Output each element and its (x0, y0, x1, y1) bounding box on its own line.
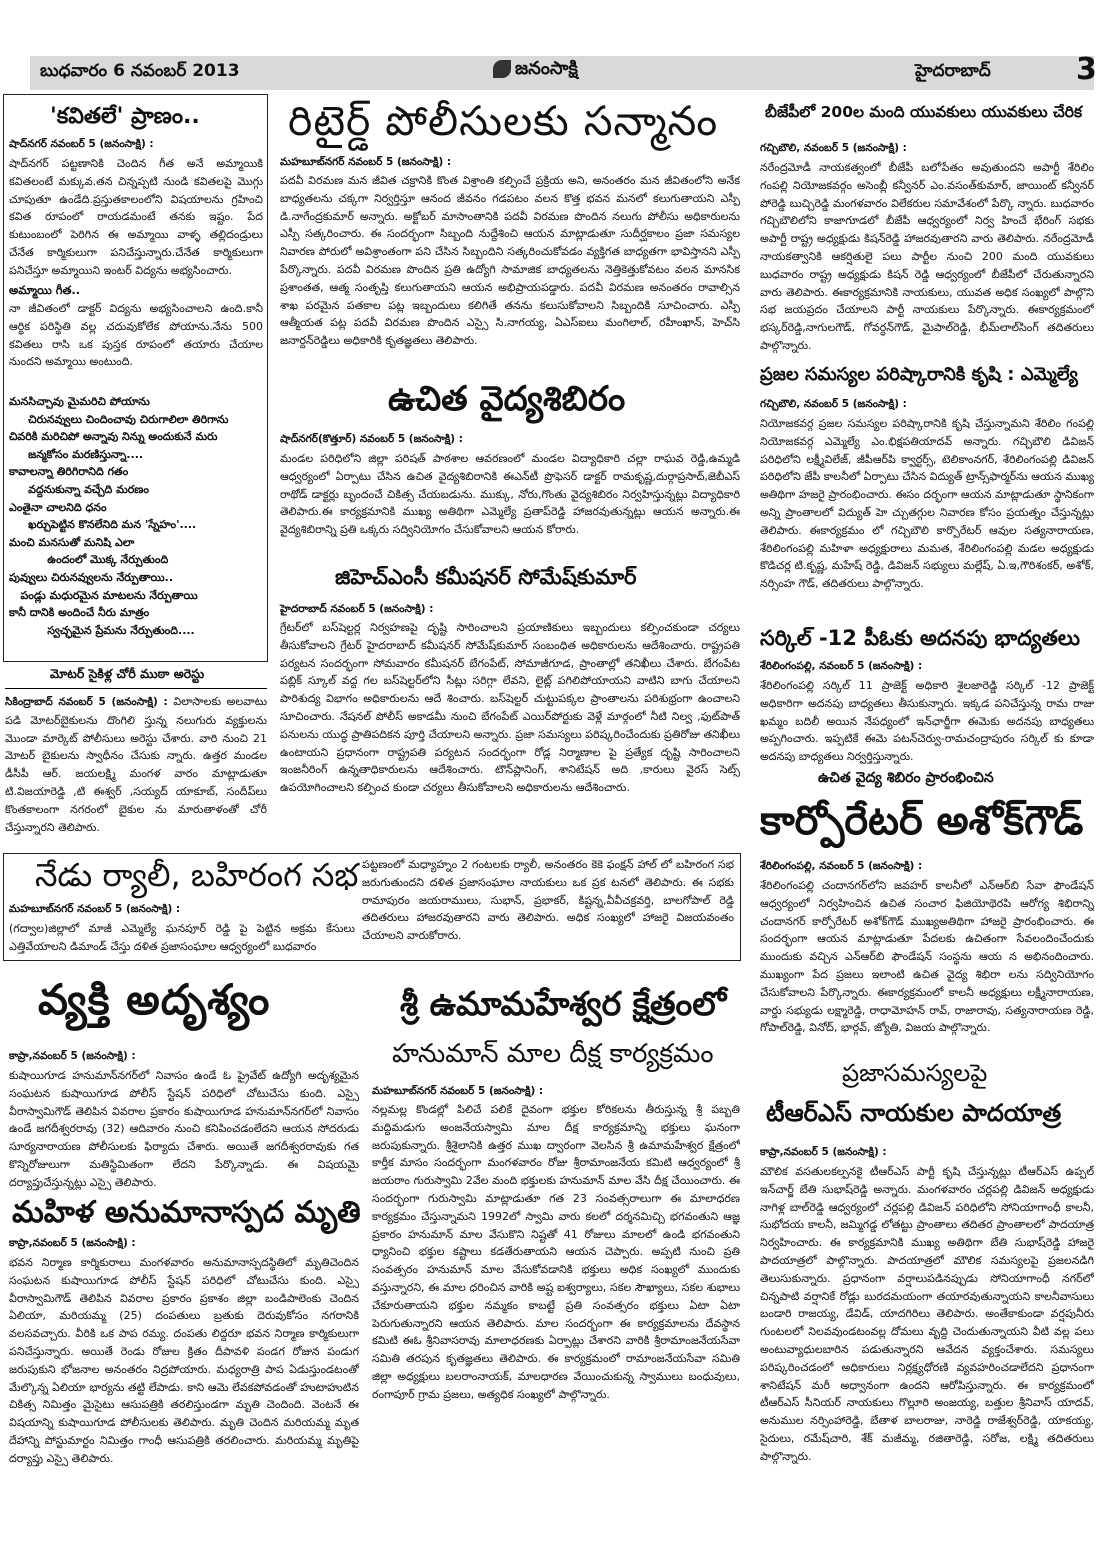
temple-headline: శ్రీ ఉమామహేశ్వర క్షేత్రంలో (400, 984, 727, 1023)
medical-camp-body: మండల పరిధిలోని జిల్లా పరిషత్ పాఠశాల ఆవరణంలో మండల విద్యాధికారి చల్లా రాఘవ రెడ్డి,ఉమ్మడి ఆధ్వర్యంలో ఏర్పాటు చేసిన ఉచిత వైద్యశిబిరానికి ఈఎన్‌టీ ప్రొఫెసర్ డాక్టర్ రామకృష్ణ,దుర్గాప్రసాద్,జెబీఎస్ రాథోడ్ డాక్టర్లు బృందంచే చికిత్స చేయబడును. ముక్కు, నోరు,గొంతు వైద్యశిబిరం నిర్వహిస్తున్నట్లు విద్యాధికారి తెలిపారు.ఈ కార్యక్రమానికి ముఖ్య అతిథిగా ఎమ్మెల్యే ప్రతాప్‌రెడ్డి హాజరవుతున్నట్లు ఆయన అన్నారు.ఈ వైద్యశిబిరాన్ని ప్రతి ఒక్కరు సద్వినియోగం చేసుకోవాలని ఆయన కోరారు. (280, 452, 740, 537)
trs-body: మౌలిక వసతులకల్పనకై టీఆర్ఎస్ పార్టీ కృషి చేస్తున్నట్లు టీఆర్ఎస్ ఉప్పల్ ఇన్‌చార్జ్ బేతి సుభాష్‌రెడ్డి అన్నారు. మంగళవారం చర్లపల్లి డివిజన్ అధ్యక్షుడు నాగిళ్ల బాల్‌రెడ్డి ఆధ్వర్యంలో చర్లపల్లి డివిజన్ పరిధిలోని సోనియాగాంధీ కాలనీ, సుభోదయ కాలనీ, జమ్మిగడ్డ లోతట్టు ప్రాంతాలు తదితర ప్రాంతాలలో పాదయాత్ర నిర్వహించారు. ఈ కార్యక్రమానికి ముఖ్య అతిథిగా బేతి సుభాష్‌రెడ్డి హాజరై పాదయాత్రలో పాల్గొన్నారు. పాదయాత్రలో మౌలిక సమస్యలపై ప్రజలనడిగి తెలుసుకున్నారు. ప్రధానంగా వర్షాలుపడినప్పుడు సోనియాగాంధీ నగర్‌లో చిన్నపాటి వర్షానికే రోడ్లు బురదమయంగా తయారవుతున్నాయని కాలనీవాసులు బండారి రాజయ్య, డేవిడ్, యాదగిరిలు తెలిపారు. అంతేకాకుండా వర్షపునీరు గుంటలలో నిలవవుండటంవల్ల దోమలు వృద్ది చెందుతున్నాయని వీటి వల్ల పలు అంటువ్యాధులబారిన పడుతున్నారని ఆవేదన వ్యక్తంచేశారు. సమస్యలు పరిష్కరించడంలో అధికారులు నిర్లక్ష్యధోరణి వ్యవహరించడాలేదని ప్రధానంగా శానిటేషన్ మరీ అధ్వానంగా ఉందని ఆరోపిస్తున్నారు. ఈ కార్యక్రమంలో టీఆర్ఎస్ సీనియర్ నాయకులు గొల్లూరి అంజయ్య, బత్తుల శ్రీనివాస్ యాదవ్, అనుముల నర్సింహారెడ్డి, బేతాళ బాలరాజు, నారెడ్డి రాజేశ్వర్‌రెడ్డి, యాకయ్య, సైదులు, రమేష్‌చారి, శేక్ మజీమ్మ, రజితారెడ్డి, సరోజ, లక్ష్మి తదితరులు పాల్గొన్నారు. (760, 1165, 1094, 1463)
medical-camp-dateline: షాద్‌నగర్(కొత్తూర్) నవంబర్ 5 (జనంసాక్షి) : (280, 433, 463, 445)
bike-theft-body (5, 693, 267, 843)
mla-dateline: గచ్చిబౌలి, నవంబర్ 5 (జనంసాక్షి) : (760, 398, 907, 410)
mla-body: నియోజకవర్గ ప్రజల సమస్యల పరిష్కారానికి కృషి చేస్తున్నామని శేరిలిం గంపల్లి నియోజకవర్గ ఎమ్మెల్యే ఎం.భిక్షపతియాదవ్ అన్నారు. గచ్చిబౌలి డివిజన్ పరిధిలోని లక్ష్మీవిలేజ్, జీపీఆర్‌పి క్వార్టర్స్, టెలికాంనగర్, శేరిలింగంపల్లి డివిజన్ పరిధిలోని జేపీ కాలనీలో ఏర్పాటు చేసిన విద్యుత్ ట్రాన్స్‌ఫార్మర్‌ను ఆయన ముఖ్య అతిథిగా హజరై ప్రారంభించారు. ఈసం దర్భంగా ఆయన మాట్లాడుతూ స్థానికంగా అన్ని ప్రాంతాలలో విద్యుత్ హె చ్చుతగ్గుల నివారణ కోసం ప్రయత్నం చేస్తున్నట్లు తెలిపారు. ఈకార్యక్రమం లో గచ్చిబౌలి కార్పొరేటర్ ఆవుల సత్యనారాయణ, శేరిలింగంపల్లి మహిళా అధ్యక్షురాలు మమత, శేరిలింగంపల్లి మడల అధ్యక్షుడు కొడిచర్ల టి.కృష్ణ, మహేష్ రెడ్డి, డివిజన్ సభ్యులు మల్లేష్, ఏ.ఇ,గౌరిశంకర్, అశోక్, నర్సింహ గౌడ్, తదితరులు పాల్గొన్నారు. (760, 417, 1094, 591)
ghmc-headline: జిహెచ్‌ఎంసీ కమీషనర్ సోమేష్‌కుమార్ (335, 565, 637, 589)
edition-city: హైదరాబాద్ (915, 61, 991, 81)
poem-line: మనసిచ్చావు మైమరిచి పోయాను (9, 395, 150, 408)
poem-line: ఖర్చుపెట్టిన కొనలేనిది మన 'స్నేహం'.... (9, 518, 197, 532)
trs-headline-top: ప్రజాసమస్యలపై (842, 1059, 988, 1087)
poem-line: మంచి మనసుతో మనిషి ఎలా (9, 535, 135, 549)
bike-theft-text: విలాసాలకు అలవాటు పడి మోటర్‌బైకులను దొంగిలి స్తున్న నలుగురు వ్యక్తులను మొండా మార్కెట్ పోలీసులు అరెస్టు చేశారు. వారి నుంచి 21 మోటర్ బైకులను స్వాధీనం చేసుకు న్నారు. ఉత్తర మండల డీసీపీ ఆర్. జయలక్ష్మి మంగళ వారం మాట్లాడుతూ టి.విజయారెడ్డి ,టి ఈశ్వర్ ,సయ్యద్ యాకూబ్, సందీప్‌లు కొంతకాలంగా నగరంలో బైకుల ను మారుతాళంతో చోరీ చేస్తున్నారని తెలిపారు. (5, 695, 267, 834)
leaf-icon (493, 60, 511, 78)
ghmc-dateline: హైదరాబాద్ నవంబర్ 5 (జనంసాక్షి) : (280, 603, 434, 615)
poem-line: వద్దనుకున్నా వచ్చేది మరణం (9, 482, 149, 496)
retired-police-dateline: మహబూబ్‌నగర్ నవంబర్ 5 (జనంసాక్షి) : (280, 156, 452, 168)
poem-subtext: నా జీవితంలో డాక్టర్ విద్యను అభ్యసించాలని ఉంది.కానీ ఆర్థిక పరిస్థితి వల్ల చదువుకోలేక పోయాను.నేను 500 కవితలు రాసి ఒక పుస్తక రూపంలో తయారు చేయాల నుందని అమ్మాయి అంటుంది. (9, 302, 263, 369)
bjp-body: నరేంద్రమోడీ నాయకత్వంలో బీజేపీ బలోపేతం అవుతుందని అపార్టీ శేరిలిం గంపల్లి నియోజకవర్గం అసెంబ్లీ కన్వీనర్ ఎం.వసంత్‌కుమార్, జాయింట్ కన్వీనర్ పోరెడ్డి బుచ్చిరెడ్డి మంగళవారం విలేకరుల సమావేశంలో పేర్కొ న్నారు. బుధవారం గచ్చిబౌలిలోని కాజాగూడలో బీజేపీ ఆధ్వర్యంలో నిర్వ హించే భేరింగ్ సభకు అపార్టీ రాష్ట్ర అధ్యక్షుడు కిషన్‌రెడ్డి హాజరవుతారని వారు తెలిపారు. నరేంద్రమోడీ నాయకత్వానికి ఆకర్షితులై పలు పార్టీల నుంచి 200 మంది యువకులు బుధవారం రాష్ట్ర అధ్యక్షుడు కిషన్ రెడ్డి ఆధ్వర్యంలో బీజేపీలో చేరుతున్నారని వారు తెలిపారు. ఈకార్యక్రమానికి నాయకులు, యువత అధిక సంఖ్యలో పాల్గొని సభ జయప్రదం చేయాలని పార్టీ నాయకులు పేర్కొన్నారు. ఈకార్యక్రమంలో భస్కర్‌రెడ్డి,నాగులగౌడ్, గోవర్ధన్‌గౌడ్, మైపాల్‌రెడ్డి, భీమ్‌లాల్‌సింగ్ తదితరులు పాల్గొన్నారు. (760, 161, 1094, 352)
ashok-dateline: శేరిలింగంపల్లి, నవంబర్ 5 (జనంసాక్షి) : (760, 860, 923, 872)
poem-line: ఎంతైనా చాలనిది ధనం (9, 500, 107, 514)
mla-headline: ప్రజల సమస్యల పరిష్కారానికి కృషి : ఎమ్మెల్యే (760, 364, 1078, 385)
newspaper-logo (493, 58, 578, 83)
missing-person-headline: వ్యక్తి అదృశ్యం (38, 975, 271, 1024)
poem-subhead: అమ్మాయి గీత.. (9, 283, 81, 297)
woman-death-dateline: కాప్రా,నవంబర్ 5 (జనంసాక్షి) : (9, 1237, 136, 1249)
poem-line: స్వచ్ఛమైన ప్రేమను నేర్పుతుంది.... (9, 623, 195, 637)
bike-theft-dateline: సికింద్రాబాద్ నవంబర్ 5 (జనంసాక్షి) : (5, 696, 168, 708)
ashok-kicker: ఉచిత వైద్య శిబిరం ప్రారంభించిన (818, 770, 994, 786)
rally-headline: నేడు ర్యాలీ, బహిరంగ సభ (35, 856, 359, 894)
poem-intro: షాద్‌నగర్ పట్టణానికి చెందిన గీత అనే అమ్మాయికి కవితలంటే మక్కువ.తన చిన్నప్పటి నుండి కవితలపై మొగ్గు చూపుతూ ఉండేది.ప్రస్తుతకాలంలోని విషయాలను గ్రహించి కవిత రూపంలో రాయడమంటే తనకు ఇష్టం. పేద కుటుంబంలో పెరిగిన ఈ అమ్మాయి వాళ్ళ తల్లిదండ్రులు చేనేత కార్మికులుగా పనిచేస్తున్నారు.చేనేత కార్మికులుగా పనిచేస్తూ అమ్మాయిని ఇంటర్ విద్యను అభ్యసించారు. (9, 157, 263, 277)
missing-person-dateline: కాప్రా,నవంబర్ 5 (జనంసాక్షి) : (9, 1050, 136, 1062)
woman-death-headline: మహిళ అనుమానాస్పద మృతి (12, 1195, 361, 1230)
poem-line: చివరికి మరిచిపో అన్నావు నిన్ను అందుకునే మరు (9, 430, 218, 444)
poem-line: చిరునవ్వులు చిందించావు చిరుగాలిలా తిరిగాను (9, 412, 229, 426)
poem-verses (9, 393, 263, 657)
rally-dateline: మహబూబ్‌నగర్ నవంబర్ 5 (జనంసాక్షి) : (9, 903, 181, 915)
woman-death-body: భవన నిర్మాణ కార్మికురాలు మంగళవారం అనుమానాస్పదస్థితిలో మృతిచెందిన సంఘటన కుషాయిగూడ పోలీస్ స్టేషన్ పరిధిలో చోటుచేసు కుంది. ఎస్సై వీరాస్వామిగౌడ్ తెలిపిన వివరాల ప్రకారం ప్రకాశం జిల్లా బండిపాలెంకు చెందిన ఏలియా, మరియమ్మ (25) దంపతులు బ్రతుకు దెరువుకోసం నగరానికి వలసవచ్చారు. వీరికి ఒక పాప రమ్య. దంపతు లిద్దరూ భవన నిర్మాణ కార్మికులుగా పనిచేస్తున్నారు. అయితే రెండు రోజుల క్రితం దీపావళి పండగ రోజున పండుగ జరుపుకుని భోజనాల అనంతరం నిద్రపోయారు. మధ్యరాత్రి పాప ఏడుస్తుండటంతో మేల్కొన్న ఏలియా భార్యను తట్టి లేపాడు. కాని ఆమె లేవకపోవడంతో హుటాహుటిన చికిత్స నిమిత్తం మైసైటు ఆసుపత్రికి తరలిస్తుండగా మృతి చెందింది. వెంటనే ఈ విషయాన్ని కుషాయిగూడ పోలీసులకు తెలిపారు. మృతి చెందిన మరియమ్మ మృత దేహాన్ని పోస్టుమార్టం నిమిత్తం గాంధీ ఆసుపత్రికి తరలించారు. మరియమ్మ మృతిపై దర్యాప్తు ఎస్సై తెలిపారు. (9, 1256, 359, 1465)
circle-body: శేరిలింగంపల్లి సర్కిల్ 11 ప్రాజెక్ట్ అధికారి శైలజారెడ్డి సర్కిల్ -12 ప్రాజెక్ట్ అధికారిగా అదనపు బాధ్యతలు తీసుకున్నారు. ఇక్కడ పనిచేస్తున్న రామ రాజు ఖమ్మం బదిలీ అయిన నేపధ్యంలో ఇన్‌ఛార్జీగా ఈమెకు అదనపు బాధ్యతలు అప్పగించారు. ఇప్పటికే ఈమె పటన్‌చెర్వు-రామచంద్రాపురం సర్కిల్ కు కూడా అదనపు బాధ్యతలు నిర్వర్తిస్తున్నారు. (760, 679, 1094, 764)
poem-line: పండ్లు మధురమైన మాటలను నేర్పుతాయి (9, 588, 198, 602)
rally-text-right: పట్టణంలో మధ్యాహ్నం 2 గంటలకు ర్యాలీ, అనంతరం కెకె ఫంక్షన్ హాల్ లో బహిరంగ సభ జరుగుతుందని దళిత ప్రజాసంఘాల నాయకులు ఒక ప్రక టనలో తెలిపారు. ఈ సభకు రామాపురం జయరాములు, సుభాన్, ప్రభాకర్, కిష్టన్న,వీవీచక్రవర్తి, బాలగోపాల్ రెడ్డి తదితరులు హాజరవుతారని వారు తెలిపారు. అధిక సంఖ్యలో హాజరై విజయవంతం చేయాలని వారుకోరారు. (362, 858, 734, 943)
page-number: 3 (1076, 52, 1097, 87)
poem-line: పువ్వులు చిరునవ్వులను నేర్పుతాయి.. (9, 570, 173, 584)
divider (5, 688, 267, 689)
poem-line: జన్మకోసం మరణిస్తున్నా.... (9, 447, 144, 461)
trs-dateline: కాప్రా,నవంబర్ 5 (జనంసాక్షి) : (760, 1146, 887, 1158)
retired-police-headline: రిటైర్డ్ పోలీసులకు సన్మానం (288, 97, 719, 145)
missing-person-body: కుషాయిగూడ హనుమాన్‌నగర్‌లో నివాసం ఉండే ఓ ప్రైవేట్ ఉద్యోగి అదృశ్యమైన సంఘటన కుషాయిగూడ పోలీస్ స్టేషన్ పరిధిలో చోటుచేసు కుంది. ఎస్సై వీరాస్వామిగౌడ్ తెలిపిన వివరాల ప్రకారం కుషాయిగూడ హనుమాన్‌నగర్‌లో నివాసం ఉండే జగదీశ్వరరావు (32) ఆదివారం నుంచి కనిపించడంలేదని ఆయన సోదరుడు సూర్యనారాయణ పోలీసులకు ఫిర్యాదు చేశారు. అయితే జగదీశ్వరరావుకు గత కొన్నిరోజులుగా మతిస్థిమితంగా లేదని పేర్కొన్నాడు. ఈ విషయమై దర్యాప్తుచేస్తున్నట్లు ఎస్సై తెలిపారు. (9, 1069, 359, 1189)
hanuman-mala-dateline: మహబూబ్‌నగర్ నవంబర్ 5 (జనంసాక్షి) : (372, 1085, 544, 1097)
ashok-body: శేరిలింగంపల్లి చందానగర్‌లోని జవహర్ కాలనీలో ఎన్‌ఆర్‌బి సేవా ఫౌండేషన్ ఆధ్వర్యంలో నిర్వహించిన ఉచిత సంచార ఫిజియోథెరపి ఆరోగ్య శిభిరాన్ని చందానగర్ కార్పోరేటర్ అశోక్‌గౌడ్ ముఖ్యఅతిథిగా హాజరై ప్రారంభించారు. ఈ సందర్భంగా ఆయన మాట్లాడుతూ పేదలకు ఉచితంగా సేవలందించేందుకు ముందుకు వచ్చిన ఎన్‌ఆర్‌బి ఫౌండేషన్ సంస్థను ఆయ న అభినందించారు. ముఖ్యంగా పేద ప్రజలు ఇలాంటి ఉచిత వైద్య శిభిరా లను సద్వినియోగం చేసుకోవాలని పేర్కొన్నారు. ఈకార్యక్రమంలో కాలనీ అధ్యక్షులు లక్ష్మీనారాయణ, వార్డు సభ్యుడు లక్ష్మారెడ్డి, రాధామోహన్ రావ్, రాజారావు, సత్యనారాయణ రెడ్డి, గోపాల్‌రెడ్డి, వినోద్, భార్గవ్, జ్యోతి, విజయ పాల్గొన్నారు. (760, 879, 1094, 1035)
rally-text-left: (గద్వాల)జిల్లాలో మాజీ ఎమ్మెల్యే ఘనపూర్ రెడ్డి పై పెట్టిన అక్రమ కేసులు ఎత్తివేయాలని డిమాండ్ చేస్తు దళిత ప్రజాసంఘాల ఆధ్వర్యంలో బుధవారం (9, 922, 355, 953)
hanuman-mala-headline: హనుమాన్ మాల దీక్ష కార్యక్రమం (392, 1039, 714, 1069)
bike-theft-headline: మోటర్ సైకిళ్ల చోరీ ముఠా అరెస్టు (50, 666, 205, 681)
ghmc-body: గ్రేటర్‌లో బస్‌షెల్టర్ల నిర్వహణపై దృష్టి సారించాలని ప్రయాణికులు ఇబ్బందులు కల్పించకుండా చర్యలు తీసుకోవాలని గ్రేటర్ హైదరాబాద్ కమీషనర్ సోమేష్‌కుమార్ సంబంధిత అధికారులను ఆదేశించారు. రాష్ట్రపతి పర్యటన సందర్భంగా సోమవారం కమీషనర్ బేగంపేట్, సోమాజీగూడ, ప్రాంతాల్లో తనిఖీలు చేశారు. బేగంపేట పబ్లిక్ స్కూల్ వద్ద గల బస్‌షెల్టర్‌లోని సీట్లు సరిగ్గా లేవని, లైట్ల్ పగిలిపోయాయని వాటిని బాగు చేయాలని పారిశుద్య విభాగం అధికారులను ఆదే శించారు. బస్‌షెల్టర్ చుట్టుపక్కల ప్రాంతాలను పరిశుభ్రంగా ఉంచాలని సూచించారు. నేషనల్ పోలీస్ అకాడమీ నుంచి బేగంపేట్ ఎయిర్‌పోర్టుకు వెళ్లే మార్గంలో నీటి నిల్వ ,ఫుట్‌పాత్ పనులను యుద్ధ ప్రాతిపదికన పూర్తి చేయాలని అన్నారు. ప్రజా సమస్యలు పరిష్కరించేందుకు ప్రతిరోజు తనిఖీలు ఉంటాయని ప్రధానంగా రాష్ట్రపతి పర్యటన సందర్భంగా రోడ్ల నిర్మాణాల పై ప్రత్యేక దృష్టి సారించాలని ఇంజనీరింగ్ ఉన్నతాధికారులను ఆదేశించారు. టౌన్‌ప్లానింగ్, శానిటేషన్ అది ,కారులు వైరస్ సెట్స్ ఉపయోగించాలని కల్పించ కుండా చర్యలు తీసుకోవాలని అధికారులను ఆదేశించారు. (280, 621, 740, 795)
bjp-dateline: గచ్చిబౌలి, నవంబర్ 5 (జనంసాక్షి) : (760, 142, 907, 154)
poem-line: ఉందంలో మొక్క నేర్పుతుంది (9, 553, 169, 567)
hanuman-mala-body: నల్లమల్ల కొండల్లో పిలిచే పలికే దైవంగా భక్తుల కోరికలను తీరుస్తున్న శ్రీ పబ్బతి మద్దిమడుగు అంజనేయస్వామి మాల దీక్ష కార్యక్రమాన్ని భక్తులు ఘనంగా జరుపుకున్నారు. శ్రీశైలానికి ఉత్తర ముఖ ద్వారంగా వెలసిన శ్రీ ఉమామహేశ్వర క్షేత్రంలో కార్తీక మాసం సందర్భంగా మంగళవారం రోజు శ్రీరామాంజనేయ కమిటి ఆధ్వర్యంలో శ్రీ జయరాం గురుస్వామి 2వేల మంది భక్తులకు హనుమాన్ మాల వేసి దీక్ష చేయించారు. ఈ సందర్భంగా గురుస్వామి మాట్లాడుతూ గత 23 సంవత్సరాలుగా ఈ మాలాధరణ కార్యక్రమం చేస్తున్నామని 1992లో స్వామి వారు కలలో దర్శనమిచ్చి భగవంతుని ఆజ్ఞ ప్రకారం హనుమాన్ మాల వేసుకొని నిష్టతో 41 రోజులు మాలలో ఉండి భగవంతుని ధ్యానించి భక్తుల కష్టాలు కడతేరుతాయని ఆయన చెప్పారు. అప్పటి నుంచి ప్రతి సంవత్సరం హనుమాన్ మాల వేసుకోవడానికి భక్తులు అధిక సంఖ్యలో ముందుకు వస్తున్నారని, ఈ మాల ధరించిన వారికి అష్ట ఐశ్వర్యాలు, సకల సౌఖ్యాలు, సకల శుభాలు చేకూరుతాయని భక్తుల నమ్మకం కాబట్టే ప్రతి సంవత్సరం భక్తులు ఏటా ఏటా పెరుగుతున్నారని ఆయన తెలిపారు. మాల సందర్భంగా ఈ కార్యక్రమాలను దేవస్థాన కమిటి ఈఓ శ్రీనివాసరావు మాలాధరణకు ఏర్పాట్లు చేశారని వారికి శ్రీరామాంజనేయసేవా సమితి తరపున కృతజ్ఞతలు తెలిపారు. ఈ కార్యక్రమంలో రామాంజనేయసేవా సమితి జిల్లా అధ్యక్షులు బలరాంనాయక్, మాలధారణ వేయించుకున్న స్వాములు బంధువులు, రంగాపూర్ గ్రామ ప్రజలు, అత్యధిక సంఖ్యలో పాల్గొన్నారు. (372, 1103, 740, 1401)
ashok-headline: కార్పోరేటర్ అశోక్‌గౌడ్ (760, 798, 1084, 844)
poem-line: కావాలన్నా తిరిగిరానిది గతం (9, 465, 129, 479)
newspaper-name: జనంసాక్షి (515, 58, 578, 79)
retired-police-body: పదవీ విరమణ మన జీవిత చక్రానికి కొంత విశ్రాంతి కల్పించే ప్రక్రియ అని, అనంతరం మన జీవితంలోని అనేక బాధ్యతలను చక్కగా నిర్వర్తిస్తూ ఆనంద జీవనం గడపటం వలన కొత్త భవన మనలో కలుగుతాయని ఎస్పీ డి.నాగేంద్రకుమార్ అన్నారు. అక్టోబర్ మాసాంతానికి పదవీ విరమణ పొందిన నలుగు పోలీసు అధికారులను ఎస్పీ సత్కరించారు. ఈ సందర్భంగా సిబ్బంది నుద్దేశించి ఆయన మాట్లాడుతూ సుదీర్ఘకాలం ప్రజా సమస్యల నివారణ పోరులో అవిశ్రాంతంగా పని చేసిన సిబ్బందిని సత్కరించుకోవడం వ్యక్తిగత బాధ్యతగా భావిస్తానని ఎస్పీ పేర్కొన్నారు. పదవీ విరమణ పొందిన ప్రతి ఉద్యోగి సామాజిక బాధ్యతలను నెత్తికెత్తుకోవటం వలన మానసిక ప్రశాంతత, ఆత్మ సంతృప్తి కలుగుతాయని ఆయన అభిప్రాయపడ్డారు. పదవీ విరమణ అనంతరం రావాల్సిన శాఖ పరమైన పతకాల పట్ల ఇబ్బందులు కలిగితే తనను కలుసుకోవాలని సిబ్బందికి సూచించారు. ఎస్పీ ఆత్మీయత పట్ల పదవీ విరమణ పొందిన ఎస్సై సి.నాగయ్య, ఏఎస్‌ఐలు మంగిలాల్, రహీంఖాన్, హెచ్‌సి జనార్దన్‌రెడ్డిలు అధికారికి కృతజ్ఞతలు తెలిపారు. (280, 174, 740, 348)
trs-headline: టీఆర్ఎస్ నాయకుల పాదయాత్ర (766, 1099, 1062, 1127)
edition-date: బుధవారం 6 నవంబర్ 2013 (40, 61, 240, 81)
bjp-headline: బీజేపీలో 200ల మంది యువకులు యువకులు చేరిక (765, 103, 1083, 121)
circle-headline: సర్కిల్ -12 పీఓకు అదనపు భాద్యతలు (760, 626, 1080, 650)
circle-dateline: శేరిలింగంపల్లి, నవంబర్ 5 (జనంసాక్షి) : (760, 660, 923, 672)
poem-line: కానీ దానికి అందించే నీరు మాత్రం (9, 606, 150, 620)
medical-camp-headline: ఉచిత వైద్యశిబిరం (388, 379, 626, 419)
poem-dateline: షాద్‌నగర్ నవంబర్ 5 (జనంసాక్షి) : (9, 138, 154, 150)
poem-headline: 'కవితలే' ప్రాణం.. (50, 104, 200, 129)
